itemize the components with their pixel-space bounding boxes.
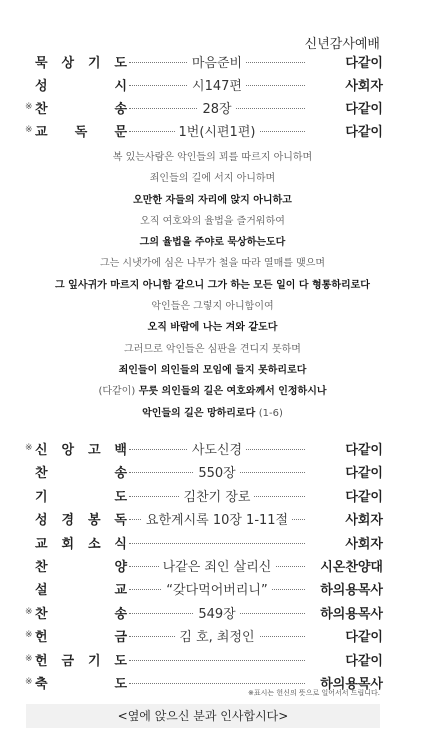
order-leader: 하의용목사 bbox=[318, 579, 383, 598]
order-detail bbox=[129, 579, 305, 598]
greeting-banner bbox=[26, 704, 380, 728]
order-detail-text: “갖다먹어버리니” bbox=[162, 583, 271, 598]
reading-line bbox=[20, 296, 405, 317]
order-label-char: 독 bbox=[74, 125, 88, 140]
reading-text: 죄인들이 의인들의 모임에 들지 못하리로다 bbox=[118, 364, 307, 376]
order-label-char: 고 bbox=[87, 443, 101, 458]
order-detail-text: 마음준비 bbox=[188, 56, 246, 71]
order-leader: 사회자 bbox=[343, 75, 383, 94]
reading-line bbox=[20, 190, 405, 211]
order-leader: 다같이 bbox=[343, 439, 383, 458]
order-label-char: 회 bbox=[61, 536, 75, 552]
reading-text: 그는 시냇가에 심은 나무가 철을 따라 열매를 맺으며 bbox=[99, 258, 326, 270]
order-label bbox=[35, 486, 127, 505]
order-label-char: 신 bbox=[35, 443, 48, 458]
order-label-char: 헌 bbox=[35, 630, 48, 646]
order-label bbox=[35, 626, 127, 645]
order-detail-text: 김찬기 장로 bbox=[180, 490, 255, 505]
order-detail-text: 김 호, 최정인 bbox=[175, 630, 258, 645]
order-row bbox=[25, 120, 383, 142]
order-row bbox=[25, 485, 383, 507]
order-detail bbox=[129, 626, 305, 645]
order-label-char: 성 bbox=[35, 513, 48, 529]
order-label-char: 교 bbox=[35, 125, 48, 140]
order-label bbox=[35, 673, 127, 692]
order-label bbox=[35, 75, 127, 94]
order-label-char: 묵 bbox=[35, 56, 48, 71]
order-label-char: 찬 bbox=[35, 466, 48, 482]
order-row bbox=[25, 625, 383, 647]
order-row bbox=[25, 602, 383, 624]
standing-mark: ※ bbox=[25, 102, 33, 112]
order-label-char: 설 bbox=[35, 583, 48, 599]
order-leader: 시온찬양대 bbox=[318, 556, 383, 575]
order-label bbox=[35, 556, 127, 575]
reading-lead: (다같이) bbox=[98, 386, 136, 398]
order-label-char: 금 bbox=[114, 630, 127, 646]
order-leader: 다같이 bbox=[343, 98, 383, 117]
dotted-leader bbox=[129, 660, 305, 661]
order-leader: 사회자 bbox=[343, 509, 383, 528]
reading-reference: (1-6) bbox=[258, 407, 283, 419]
order-label-char: 도 bbox=[114, 489, 127, 505]
reading-text: 그의 율법을 주야로 묵상하는도다 bbox=[139, 237, 286, 249]
order-leader: 다같이 bbox=[343, 486, 383, 505]
order-label-char: 송 bbox=[114, 102, 127, 117]
dotted-leader bbox=[129, 683, 305, 684]
order-row bbox=[25, 532, 383, 554]
order-label-char: 소 bbox=[87, 536, 101, 552]
reading-line bbox=[20, 253, 405, 274]
order-label bbox=[35, 439, 127, 458]
reading-text: 복 있는사람은 악인들의 꾀를 따르지 아니하며 bbox=[112, 152, 313, 163]
order-leader: 하의용목사 bbox=[318, 603, 383, 622]
reading-line bbox=[20, 317, 405, 338]
order-detail bbox=[129, 121, 305, 140]
order-leader: 사회자 bbox=[343, 533, 383, 552]
order-detail bbox=[129, 439, 305, 458]
order-leader: 다같이 bbox=[343, 52, 383, 71]
order-detail-text: 550장 bbox=[194, 466, 239, 481]
standing-mark: ※ bbox=[25, 606, 33, 617]
order-label-char: 상 bbox=[61, 56, 75, 71]
order-label bbox=[35, 533, 127, 552]
order-detail bbox=[129, 98, 305, 117]
reading-line bbox=[20, 211, 405, 232]
reading-text: 오직 바람에 나는 겨와 같도다 bbox=[147, 322, 278, 334]
standing-mark: ※ bbox=[25, 443, 33, 453]
order-label bbox=[35, 121, 127, 140]
standing-mark: ※ bbox=[25, 653, 33, 664]
order-label bbox=[35, 462, 127, 481]
standing-mark: ※ bbox=[25, 630, 33, 641]
order-label-char: 교 bbox=[114, 583, 127, 599]
order-label-char: 양 bbox=[114, 560, 127, 575]
order-label-char: 성 bbox=[35, 79, 48, 94]
order-detail-text: 사도신경 bbox=[188, 443, 246, 458]
order-row bbox=[25, 555, 383, 577]
standing-mark: ※ bbox=[25, 677, 33, 687]
order-label bbox=[35, 603, 127, 622]
order-detail-text: 시147편 bbox=[188, 79, 246, 94]
order-label-char: 도 bbox=[114, 653, 127, 669]
order-leader: 다같이 bbox=[343, 462, 383, 481]
order-label bbox=[35, 52, 127, 71]
order-detail-text: 나같은 죄인 살리신 bbox=[159, 560, 276, 575]
order-row bbox=[25, 438, 383, 460]
reading-line bbox=[20, 275, 405, 296]
order-row bbox=[25, 97, 383, 119]
order-detail bbox=[129, 75, 305, 94]
order-detail-text: 요한계시록 10장 1-11절 bbox=[142, 513, 292, 528]
order-detail bbox=[129, 603, 305, 622]
reading-line bbox=[20, 339, 405, 360]
order-leader: 다같이 bbox=[343, 626, 383, 645]
order-detail-text: 549장 bbox=[194, 607, 239, 622]
order-label-char: 봉 bbox=[87, 513, 101, 529]
reading-text: 그러므로 악인들은 심판을 견디지 못하며 bbox=[124, 343, 301, 355]
reading-text: 그 잎사귀가 마르지 아니함 같으니 그가 하는 모든 일이 다 형통하리로다 bbox=[55, 279, 370, 291]
standing-note: ※표시는 헌신의 뜻으로 일어서서 드립니다. bbox=[248, 689, 380, 697]
reading-line bbox=[20, 232, 405, 253]
order-label-char: 앙 bbox=[61, 443, 75, 458]
reading-text: 오만한 자들의 자리에 앉지 아니하고 bbox=[133, 194, 292, 206]
order-label bbox=[35, 650, 127, 669]
order-label bbox=[35, 509, 127, 528]
order-label-char: 기 bbox=[35, 489, 48, 505]
order-label-char: 금 bbox=[61, 653, 75, 669]
order-label-char: 송 bbox=[114, 466, 127, 482]
order-label-char: 도 bbox=[114, 677, 127, 692]
order-label-char: 도 bbox=[114, 56, 127, 71]
order-row bbox=[25, 74, 383, 96]
order-label-char: 경 bbox=[61, 513, 75, 529]
order-row bbox=[25, 649, 383, 671]
order-label-char: 독 bbox=[114, 513, 127, 529]
order-detail-text: 1번(시편1편) bbox=[175, 125, 260, 140]
order-label-char: 교 bbox=[35, 536, 48, 552]
reading-text: 악인들은 그렇지 아니함이여 bbox=[151, 301, 274, 313]
order-label bbox=[35, 579, 127, 598]
order-label-char: 식 bbox=[114, 536, 127, 552]
reading-text: 오직 여호와의 율법을 즐거워하여 bbox=[140, 215, 285, 227]
standing-mark: ※ bbox=[25, 125, 33, 135]
order-leader: 다같이 bbox=[343, 121, 383, 140]
order-row bbox=[25, 51, 383, 73]
order-label-char: 찬 bbox=[35, 606, 48, 622]
greeting-text: <옆에 앉으신 분과 인사합시다> bbox=[117, 709, 289, 723]
order-label-char: 송 bbox=[114, 606, 127, 622]
order-leader: 다같이 bbox=[343, 650, 383, 669]
order-row bbox=[25, 578, 383, 600]
order-label-char: 백 bbox=[114, 443, 127, 458]
order-detail bbox=[129, 556, 305, 575]
responsive-reading bbox=[20, 147, 405, 424]
reading-text: 죄인들의 길에 서지 아니하며 bbox=[149, 173, 276, 185]
order-label-char: 기 bbox=[87, 56, 101, 71]
order-label-char: 기 bbox=[87, 653, 101, 669]
reading-line bbox=[20, 147, 405, 168]
order-detail-text: 28장 bbox=[198, 102, 235, 117]
order-label-char: 축 bbox=[35, 677, 48, 692]
reading-line bbox=[20, 403, 405, 424]
order-row bbox=[25, 461, 383, 483]
order-row bbox=[25, 508, 383, 530]
reading-text: 악인들의 길은 망하리로다 bbox=[142, 407, 256, 419]
order-detail bbox=[129, 486, 305, 505]
reading-line bbox=[20, 168, 405, 189]
order-leader: 하의용목사 bbox=[318, 673, 383, 692]
reading-text: 무릇 의인들의 길은 여호와께서 인정하시나 bbox=[138, 386, 327, 398]
service-title: 신년감사예배 bbox=[304, 37, 380, 52]
order-detail bbox=[129, 52, 305, 71]
order-label-char: 시 bbox=[114, 79, 127, 94]
order-label-char: 문 bbox=[114, 125, 127, 140]
reading-line bbox=[20, 360, 405, 381]
order-label-char: 찬 bbox=[35, 102, 48, 117]
order-label-char: 헌 bbox=[35, 653, 48, 669]
order-detail bbox=[129, 509, 305, 528]
reading-line bbox=[20, 381, 405, 402]
order-label-char: 찬 bbox=[35, 560, 48, 575]
order-label bbox=[35, 98, 127, 117]
dotted-leader bbox=[129, 543, 305, 544]
order-detail bbox=[129, 462, 305, 481]
